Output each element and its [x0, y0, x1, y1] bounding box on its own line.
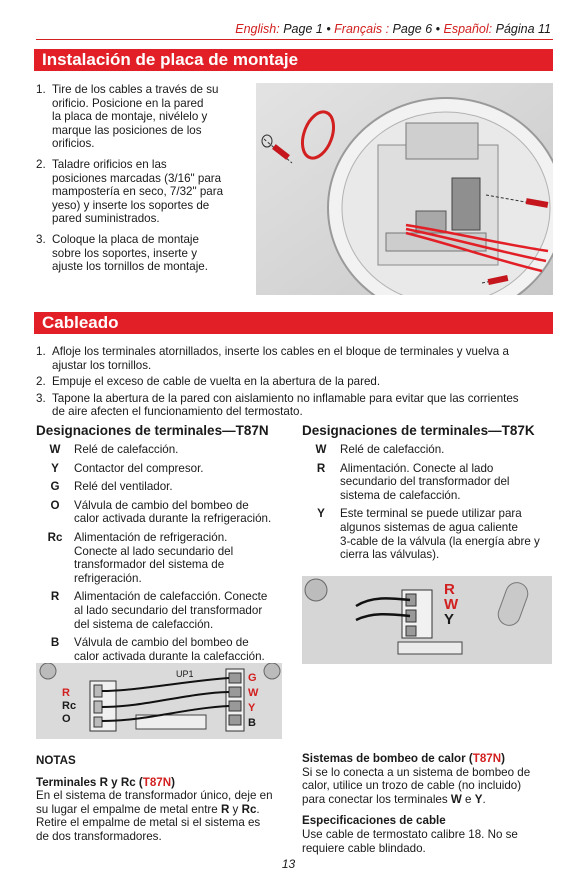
t87k-diagram-svg: [302, 576, 552, 664]
terminal-item: [302, 443, 552, 457]
label-r: R: [62, 687, 70, 699]
step-line: marque las posiciones de los: [52, 123, 202, 137]
board-label: UP1: [176, 669, 194, 679]
notes-model: T87N: [142, 775, 172, 789]
francais-page: Page 6 •: [389, 22, 444, 36]
terminal-key: G: [50, 480, 60, 494]
terminal-desc: 3-cable de la válvula (la energía abre y: [340, 534, 540, 548]
mounting-plate-image: [256, 83, 553, 295]
notes-text: .: [256, 802, 260, 816]
install-step: [36, 83, 251, 151]
specs-line: requiere cable blindado.: [302, 841, 426, 855]
step-number: 1.: [36, 83, 46, 96]
english-link[interactable]: English:: [235, 22, 280, 36]
english-page: Page 1 •: [279, 22, 335, 36]
terminal-desc: al lado secundario del transformador: [74, 603, 263, 617]
terminal-item: [36, 636, 286, 663]
step-number: 2.: [36, 375, 46, 389]
notes-subtitle-suffix: ): [171, 775, 175, 789]
step-line: Tapone la abertura de la pared con aislamiento no inflamable para evitar que las corrientes: [52, 391, 519, 405]
label-y: Y: [444, 611, 455, 628]
heatpump-text: para conectar los terminales: [302, 792, 451, 806]
heatpump-text: e: [461, 792, 475, 806]
notes-block: [36, 754, 286, 844]
label-w: W: [444, 596, 459, 613]
terminal-desc: algunos sistemas de agua caliente: [340, 520, 518, 534]
francais-link[interactable]: Français :: [334, 22, 390, 36]
wiring-step: [36, 392, 551, 419]
step-line: de aire afecten el funcionamiento del termostato.: [52, 405, 303, 419]
t87k-heading: Designaciones de terminales—T87K: [302, 423, 535, 438]
terminal-desc: Relé de calefacción.: [340, 443, 445, 456]
t87n-wiring-diagram: [36, 663, 282, 739]
step-line: orificio. Posicione en la pared: [52, 96, 204, 110]
step-line: Tire de los cables a través de su: [52, 83, 219, 96]
espanol-page: Página 11: [492, 22, 551, 36]
notes-term-rc: Rc: [241, 802, 257, 816]
notes-title: NOTAS: [36, 754, 76, 767]
language-index: [235, 22, 551, 36]
terminal-key: B: [50, 636, 60, 650]
step-line: Empuje el exceso de cable de vuelta en la abertura de la pared.: [52, 375, 381, 389]
heatpump-block: [302, 752, 557, 855]
t87k-labels: [444, 582, 458, 627]
step-line: sobre los soportes, inserte y: [52, 246, 197, 260]
terminal-desc: Válvula de cambio del bombeo de: [74, 636, 249, 650]
espanol-link[interactable]: Español:: [443, 22, 493, 36]
terminal-desc: Relé del ventilador.: [74, 480, 173, 494]
terminal-desc: Conecte al lado secundario del: [74, 544, 234, 558]
terminal-desc: secundario del transformador del: [340, 475, 510, 489]
terminal-desc: sistema de calefacción.: [340, 488, 461, 502]
terminal-key: W: [315, 443, 327, 456]
t87n-right-labels: [248, 671, 258, 731]
step-line: pared suministrados.: [52, 212, 160, 226]
notes-term-r: R: [220, 802, 230, 816]
specs-line: Use cable de termostato calibre 18. No se: [302, 827, 518, 841]
terminal-desc: Alimentación de refrigeración.: [74, 530, 228, 544]
specs-title: Especificaciones de cable: [302, 814, 446, 828]
terminal-key: R: [50, 590, 60, 604]
step-number: 1.: [36, 345, 46, 358]
step-line: Coloque la placa de montaje: [52, 232, 199, 246]
notes-text: y: [229, 802, 242, 816]
step-line: Taladre orificios en las: [52, 157, 167, 171]
terminal-item: [302, 507, 552, 561]
terminal-item: [302, 462, 552, 503]
notes-line: En el sistema de transformador único, deje en: [36, 789, 273, 803]
wiring-step: [36, 375, 551, 389]
terminal-key: Y: [51, 461, 59, 475]
terminal-key: Y: [317, 507, 325, 521]
notes-line: de dos transformadores.: [36, 829, 162, 843]
notes-line: [36, 803, 286, 817]
heatpump-text: .: [482, 792, 486, 806]
install-steps: [36, 83, 251, 274]
terminal-item: [36, 531, 286, 585]
step-number: 3.: [36, 232, 46, 246]
step-line: mampostería en seco, 7/32" para: [52, 185, 224, 199]
heatpump-title: [302, 752, 557, 766]
install-step: [36, 158, 251, 226]
terminal-desc: Este terminal se puede utilizar para: [340, 507, 522, 521]
step-line: yeso) y inserte los soportes de: [52, 198, 210, 212]
terminal-desc: del sistema de calefacción.: [74, 617, 214, 631]
heatpump-model: T87N: [472, 752, 502, 765]
terminal-desc: Alimentación. Conecte al lado: [340, 461, 494, 475]
t87n-terminal-list: [36, 443, 286, 668]
terminal-key: Rc: [47, 530, 63, 544]
label-g: G: [248, 672, 257, 684]
terminal-desc: Relé de calefacción.: [74, 443, 179, 456]
terminal-desc: Válvula de cambio del bombeo de: [74, 498, 249, 512]
label-o: O: [62, 713, 71, 725]
page-number: 13: [281, 857, 296, 871]
terminal-desc: transformador del sistema de: [74, 558, 225, 572]
notes-subtitle-prefix: Terminales R y Rc (: [36, 775, 143, 789]
heatpump-title-prefix: Sistemas de bombeo de calor (: [302, 752, 473, 765]
label-w: W: [248, 687, 259, 699]
mounting-plate-illustration: [256, 83, 553, 295]
wiring-step: [36, 345, 551, 372]
heatpump-line: calor, utilice un trozo de cable (no incluido): [302, 779, 522, 793]
section-title-installation: Instalación de placa de montaje: [34, 49, 553, 71]
heatpump-term-w: W: [450, 792, 462, 806]
label-y: Y: [248, 702, 256, 714]
terminal-item: [36, 443, 286, 457]
terminal-key: R: [316, 461, 326, 475]
label-rc: Rc: [62, 700, 77, 712]
notes-text: su lugar el empalme de metal entre: [36, 802, 221, 816]
wiring-steps: [36, 345, 551, 419]
terminal-desc: calor activada durante la refrigeración.: [74, 512, 272, 526]
heatpump-line: [302, 793, 557, 807]
step-line: Afloje los terminales atornillados, inserte los cables en el bloque de terminales y vuelva a: [52, 345, 509, 358]
terminal-item: [36, 480, 286, 494]
header-rule: [36, 39, 553, 40]
notes-line: Retire el empalme de metal si el sistema es: [36, 816, 261, 830]
label-b: B: [248, 717, 256, 729]
terminal-item: [36, 590, 286, 631]
terminal-key: W: [49, 443, 61, 456]
t87k-terminal-list: [302, 443, 552, 567]
heatpump-line: Si se lo conecta a un sistema de bombeo de: [302, 765, 531, 779]
step-line: orificios.: [52, 137, 95, 151]
step-line: posiciones marcadas (3/16" para: [52, 171, 222, 185]
terminal-desc: cierra las válvulas).: [340, 548, 440, 562]
heatpump-title-suffix: ): [501, 752, 505, 765]
heatpump-term-y: Y: [474, 792, 483, 806]
terminal-item: [36, 499, 286, 526]
terminal-desc: Alimentación de calefacción. Conecte: [74, 590, 268, 604]
step-number: 3.: [36, 391, 46, 405]
terminal-desc: calor activada durante la calefacción.: [74, 649, 265, 663]
t87n-left-labels: [62, 687, 76, 726]
terminal-item: [36, 462, 286, 476]
t87n-heading: Designaciones de terminales—T87N: [36, 423, 269, 438]
terminal-desc: Contactor del compresor.: [74, 461, 204, 475]
terminal-desc: refrigeración.: [74, 571, 142, 585]
step-number: 2.: [36, 157, 46, 171]
label-r: R: [444, 581, 455, 598]
t87k-wiring-diagram: [302, 576, 552, 664]
step-line: ajustar los tornillos.: [52, 358, 152, 372]
step-line: ajuste los tornillos de montaje.: [52, 260, 208, 274]
terminal-key: O: [50, 498, 60, 512]
install-step: [36, 233, 251, 274]
section-title-wiring: Cableado: [34, 312, 553, 334]
notes-subtitle: [36, 776, 286, 790]
step-line: la placa de montaje, nivélelo y: [52, 110, 208, 124]
